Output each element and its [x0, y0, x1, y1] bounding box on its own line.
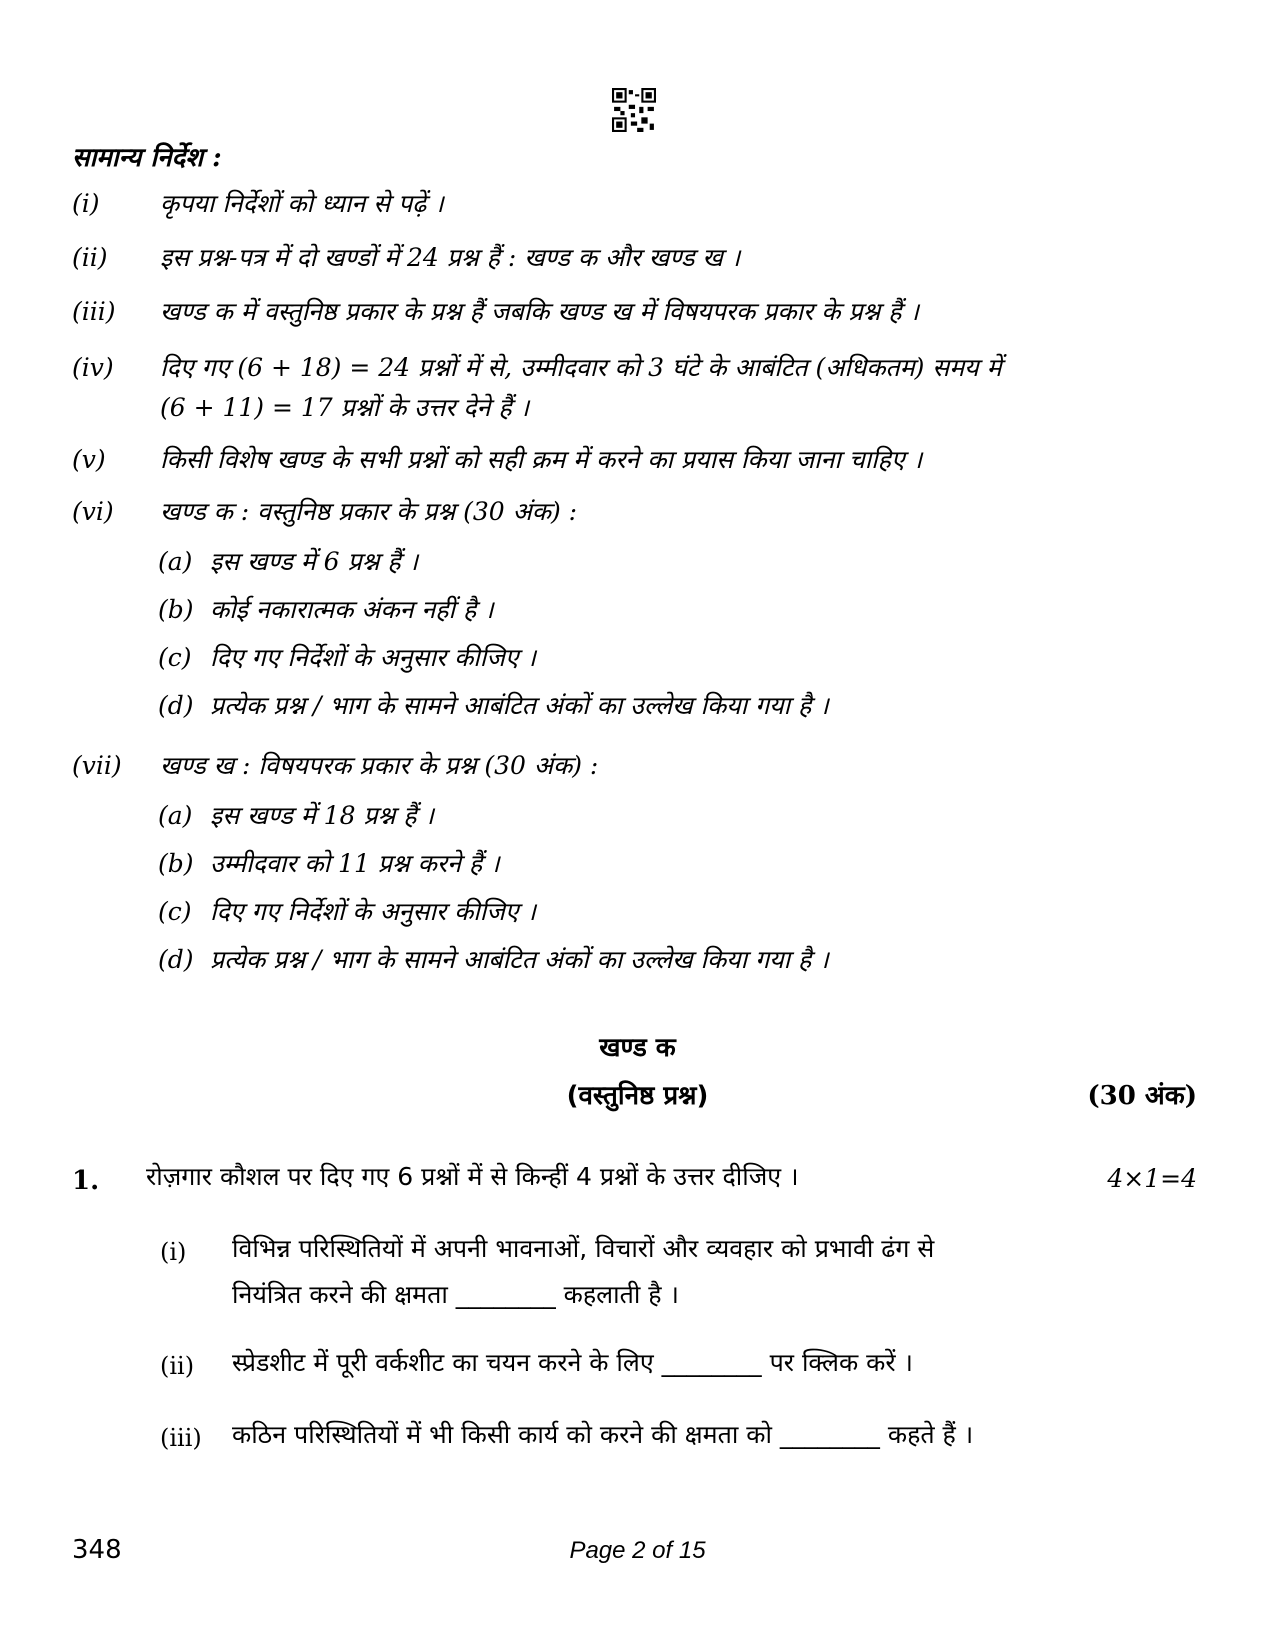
qr-code-icon [612, 88, 656, 132]
question-number: 1. [72, 1166, 100, 1196]
instruction-text: दिए गए (6 + 18) = 24 प्रश्नों में से, उम्मीदवार को 3 घंटे के आबंटित (अधिकतम) समय में [160, 353, 1002, 382]
subitem-letter: (a) [158, 801, 193, 830]
instruction-number: (v) [72, 445, 106, 474]
instruction-text: (6 + 11) = 17 प्रश्नों के उत्तर देने हैं । [160, 393, 530, 422]
subitem-text: उम्मीदवार को 11 प्रश्न करने हैं । [210, 849, 500, 878]
instruction-number: (ii) [72, 243, 108, 272]
instruction-text: इस प्रश्न-पत्र में दो खण्डों में 24 प्रश्न हैं : खण्ड क और खण्ड ख । [160, 243, 741, 272]
subitem-letter: (a) [158, 547, 193, 576]
instruction-text: खण्ड क में वस्तुनिष्ठ प्रकार के प्रश्न हैं जबकि खण्ड ख में विषयपरक प्रकार के प्रश्न हैं । [160, 297, 919, 326]
instruction-text: खण्ड ख : विषयपरक प्रकार के प्रश्न (30 अंक) : [160, 751, 599, 780]
subitem-letter: (b) [158, 595, 194, 624]
subitem-text: प्रत्येक प्रश्न / भाग के सामने आबंटित अंकों का उल्लेख किया गया है । [210, 945, 829, 974]
subitem-text: इस खण्ड में 18 प्रश्न हैं । [210, 801, 434, 830]
subitem-letter: (d) [158, 945, 194, 974]
question-item-text: स्प्रेडशीट में पूरी वर्कशीट का चयन करने के लिए ________ पर क्लिक करें । [232, 1348, 913, 1377]
subitem-text: इस खण्ड में 6 प्रश्न हैं । [210, 547, 419, 576]
subitem-letter: (c) [158, 897, 192, 926]
instruction-number: (vi) [72, 497, 114, 526]
subitem-text: प्रत्येक प्रश्न / भाग के सामने आबंटित अंकों का उल्लेख किया गया है । [210, 691, 829, 720]
question-item-number: (i) [160, 1238, 187, 1266]
section-marks: (30 अंक) [1087, 1081, 1197, 1111]
instruction-number: (iv) [72, 353, 114, 382]
instruction-text: खण्ड क : वस्तुनिष्ठ प्रकार के प्रश्न (30 अंक) : [160, 497, 578, 526]
instruction-number: (vii) [72, 751, 122, 780]
instruction-text: किसी विशेष खण्ड के सभी प्रश्नों को सही क्रम में करने का प्रयास किया जाना चाहिए । [160, 445, 923, 474]
instruction-number: (iii) [72, 297, 116, 326]
question-item-number: (ii) [160, 1352, 195, 1380]
page-number: Page 2 of 15 [569, 1537, 706, 1564]
subitem-text: दिए गए निर्देशों के अनुसार कीजिए । [210, 897, 537, 926]
section-title: खण्ड क [599, 1033, 676, 1063]
subitem-letter: (d) [158, 691, 194, 720]
subitem-letter: (c) [158, 643, 192, 672]
instruction-number: (i) [72, 189, 100, 218]
question-item-text: कठिन परिस्थितियों में भी किसी कार्य को करने की क्षमता को ________ कहते हैं । [232, 1420, 974, 1449]
paper-code: 348 [72, 1535, 122, 1565]
question-item-text-continued: नियंत्रित करने की क्षमता ________ कहलाती है । [232, 1280, 679, 1309]
question-item-text: विभिन्न परिस्थितियों में अपनी भावनाओं, विचारों और व्यवहार को प्रभावी ढंग से [232, 1234, 935, 1263]
question-text: रोज़गार कौशल पर दिए गए 6 प्रश्नों में से किन्हीं 4 प्रश्नों के उत्तर दीजिए । [146, 1162, 799, 1191]
subitem-letter: (b) [158, 849, 194, 878]
instruction-text: कृपया निर्देशों को ध्यान से पढ़ें । [160, 189, 444, 218]
question-item-number: (iii) [160, 1424, 202, 1452]
subitem-text: कोई नकारात्मक अंकन नहीं है । [210, 595, 494, 624]
question-marks: 4×1=4 [1107, 1164, 1197, 1193]
subitem-text: दिए गए निर्देशों के अनुसार कीजिए । [210, 643, 537, 672]
section-subtitle: (वस्तुनिष्ठ प्रश्न) [566, 1081, 709, 1111]
general-instructions-heading: सामान्य निर्देश : [72, 143, 222, 173]
